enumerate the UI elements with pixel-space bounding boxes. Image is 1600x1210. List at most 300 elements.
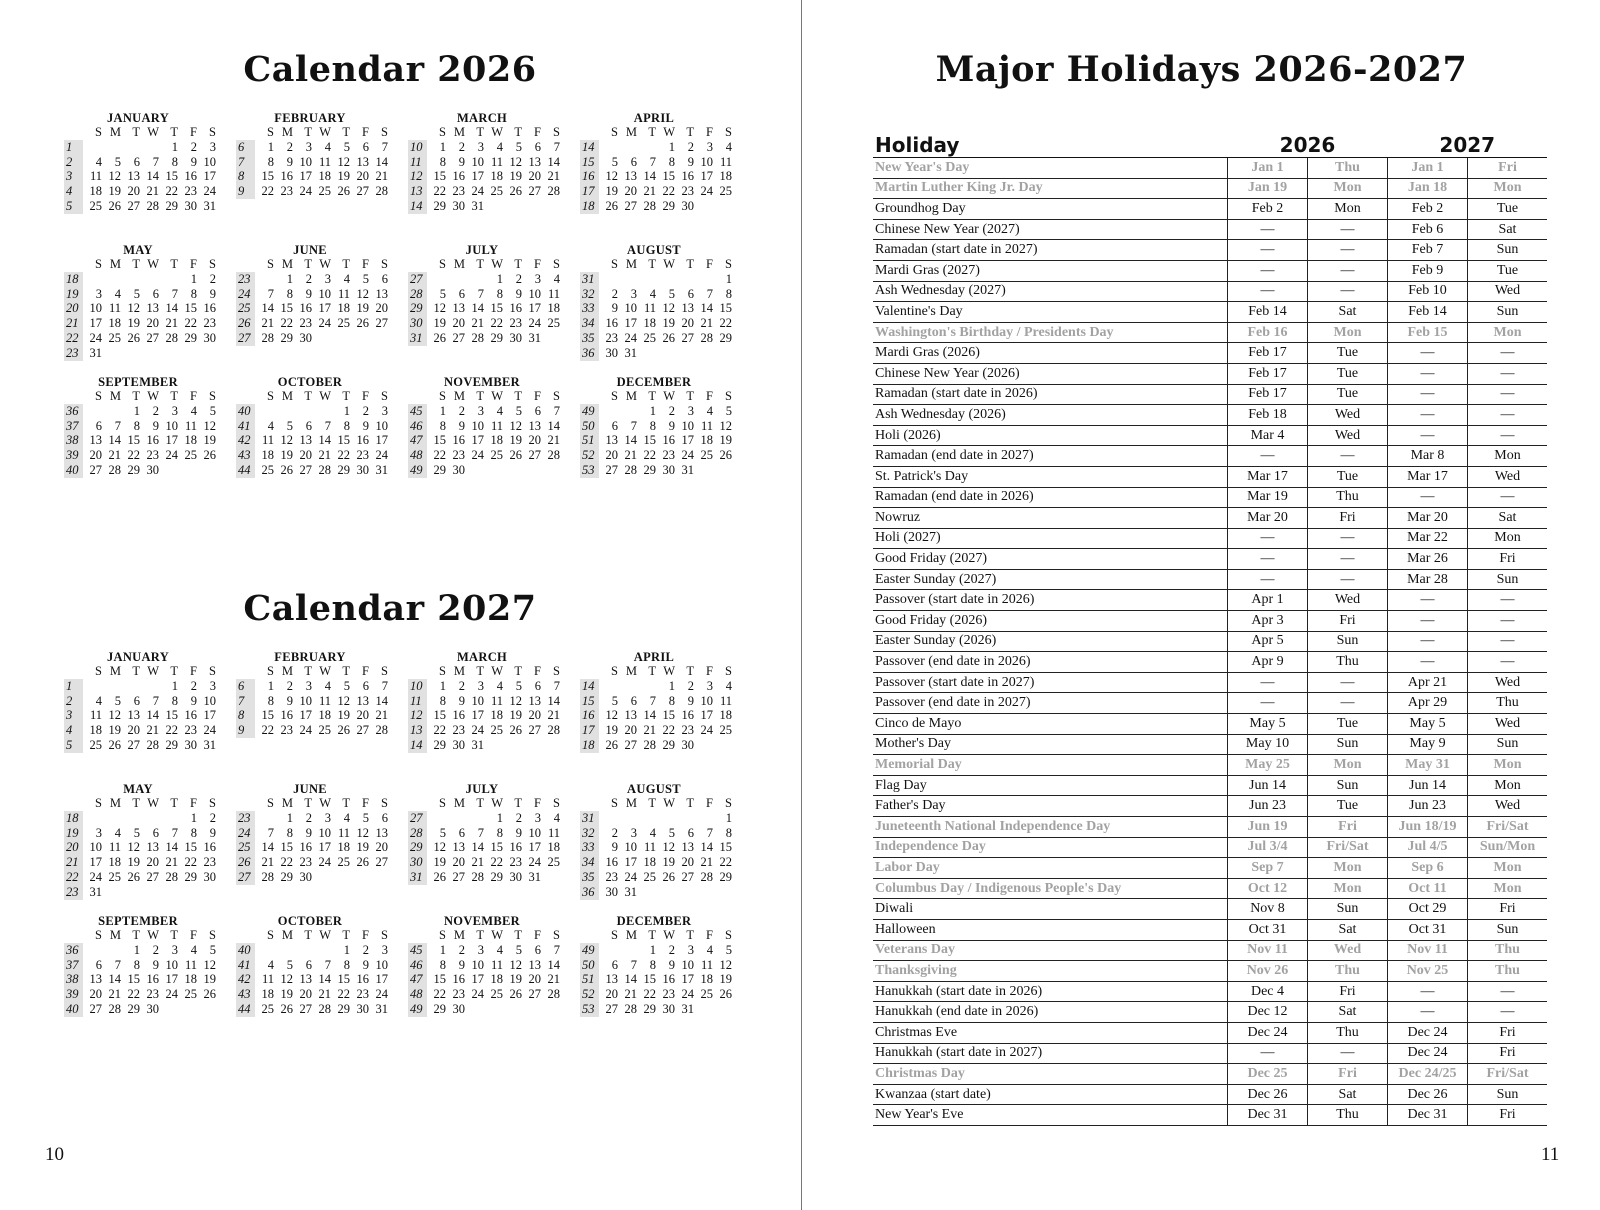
date-2027: Dec 24 [1388, 1022, 1468, 1043]
date-2026: Apr 3 [1228, 611, 1308, 632]
day-cell: 17 [203, 169, 216, 184]
week-row [408, 169, 560, 184]
weekday-2026: — [1308, 281, 1388, 302]
week-row [64, 199, 216, 214]
day-cell [83, 679, 102, 694]
day-cell: 20 [356, 169, 369, 184]
holiday-row [873, 981, 1547, 1002]
week-number-header [580, 257, 599, 272]
day-cell: 15 [490, 840, 503, 855]
day-cell: 2 [362, 942, 369, 957]
day-cell: 12 [280, 972, 293, 987]
day-cell [465, 272, 484, 287]
day-cell [599, 811, 618, 826]
weekday-2027: Mon [1468, 858, 1548, 879]
day-cell: 3 [687, 403, 694, 418]
day-cell: 20 [624, 184, 637, 199]
weekday-header-row [236, 928, 388, 943]
holiday-row [873, 302, 1547, 323]
week-number: 49 [408, 1002, 427, 1017]
week-row [408, 972, 560, 987]
week-number: 17 [580, 723, 599, 738]
day-cell: 5 [343, 139, 350, 154]
day-cell: 25 [108, 330, 121, 345]
holiday-name: Nowruz [873, 508, 1228, 529]
holiday-name: Martin Luther King Jr. Day [873, 178, 1228, 199]
week-number: 37 [64, 419, 83, 434]
day-cell [121, 811, 140, 826]
date-2027: — [1388, 611, 1468, 632]
week-row [64, 419, 216, 434]
day-cell: 3 [95, 825, 102, 840]
week-number: 42 [236, 972, 255, 987]
weekday-letter: M [625, 389, 637, 403]
day-cell: 23 [662, 448, 675, 463]
day-cell: 25 [719, 184, 732, 199]
day-cell [694, 885, 713, 900]
day-cell: 3 [95, 286, 102, 301]
weekday-letter: F [706, 664, 713, 678]
day-cell: 18 [490, 433, 503, 448]
day-cell: 1 [668, 139, 675, 154]
weekday-letter: F [706, 389, 713, 403]
weekday-letter: S [267, 389, 274, 403]
day-cell: 29 [337, 462, 350, 477]
day-cell: 29 [280, 869, 293, 884]
weekday-letter: F [706, 257, 713, 271]
weekday-letter: S [725, 664, 732, 678]
day-cell: 7 [267, 825, 274, 840]
day-cell [350, 331, 369, 346]
holiday-row [873, 1064, 1547, 1085]
week-number: 46 [408, 958, 427, 973]
day-cell [159, 1002, 178, 1017]
day-cell: 7 [553, 403, 560, 418]
day-cell: 17 [700, 708, 713, 723]
weekday-letter: M [453, 664, 465, 678]
header-holiday: Holiday [873, 131, 1228, 158]
weekday-letter: S [267, 664, 274, 678]
day-cell: 20 [528, 972, 541, 987]
day-cell: 14 [624, 433, 637, 448]
day-cell: 4 [725, 678, 732, 693]
day-cell: 14 [471, 301, 484, 316]
date-2027: Sep 6 [1388, 858, 1468, 879]
day-cell: 27 [624, 198, 637, 213]
week-number: 52 [580, 448, 599, 463]
month-name: OCTOBER [277, 375, 343, 389]
weekday-letter: M [453, 796, 465, 810]
day-cell: 23 [452, 448, 465, 463]
day-cell: 10 [165, 418, 178, 433]
day-cell: 13 [605, 433, 618, 448]
month-name: JUNE [293, 243, 327, 257]
day-cell: 6 [362, 139, 369, 154]
week-row [408, 331, 560, 346]
day-cell: 8 [439, 154, 446, 169]
day-cell: 13 [605, 972, 618, 987]
holiday-name: Christmas Eve [873, 1022, 1228, 1043]
day-cell [427, 272, 446, 287]
day-cell: 3 [534, 810, 541, 825]
calendar-grid-2026 [64, 111, 732, 507]
weekday-letter: W [147, 389, 159, 403]
week-number: 11 [408, 694, 427, 709]
weekday-letter: S [209, 389, 216, 403]
holiday-name: Flag Day [873, 775, 1228, 796]
weekday-2027: — [1468, 1002, 1548, 1023]
month-november [408, 914, 580, 1046]
day-cell: 22 [127, 448, 140, 463]
date-2027: Jun 18/19 [1388, 817, 1468, 838]
week-number: 47 [408, 972, 427, 987]
day-cell [618, 811, 637, 826]
date-2026: Nov 8 [1228, 899, 1308, 920]
day-cell: 1 [190, 271, 197, 286]
weekday-letter: T [648, 928, 656, 942]
day-cell: 15 [337, 972, 350, 987]
week-row [64, 140, 216, 155]
holiday-row [873, 919, 1547, 940]
day-cell: 18 [337, 840, 350, 855]
week-row [236, 972, 388, 987]
day-cell: 17 [89, 855, 102, 870]
day-cell [656, 346, 675, 361]
weekday-2026: Sat [1308, 1084, 1388, 1105]
day-cell: 1 [171, 139, 178, 154]
day-cell: 26 [203, 448, 216, 463]
day-cell: 5 [439, 286, 446, 301]
date-2027: Feb 10 [1388, 281, 1468, 302]
holiday-name: Easter Sunday (2027) [873, 569, 1228, 590]
day-cell: 6 [458, 286, 465, 301]
day-cell: 6 [133, 154, 140, 169]
day-cell: 30 [452, 1001, 465, 1016]
month-march [408, 111, 580, 243]
day-cell: 4 [267, 418, 274, 433]
day-cell [178, 885, 197, 900]
month-days-table [408, 664, 560, 753]
week-row [580, 404, 732, 419]
month-name: MARCH [456, 650, 508, 664]
weekday-letter: M [109, 389, 121, 403]
day-cell: 19 [509, 708, 522, 723]
weekday-2027: Wed [1468, 796, 1548, 817]
day-cell: 4 [190, 942, 197, 957]
day-cell: 20 [528, 708, 541, 723]
date-2026: Oct 12 [1228, 878, 1308, 899]
header-year-2026: 2026 [1228, 131, 1388, 158]
date-2027: Feb 15 [1388, 322, 1468, 343]
day-cell: 15 [165, 708, 178, 723]
day-cell: 29 [433, 198, 446, 213]
day-cell: 27 [89, 462, 102, 477]
weekday-2026: Wed [1308, 590, 1388, 611]
day-cell [522, 738, 541, 753]
day-cell: 16 [681, 169, 694, 184]
day-cell: 2 [362, 403, 369, 418]
day-cell: 4 [496, 139, 503, 154]
day-cell: 2 [668, 403, 675, 418]
day-cell: 31 [89, 884, 102, 899]
day-cell: 15 [433, 708, 446, 723]
holiday-name: Passover (end date in 2026) [873, 652, 1228, 673]
day-cell: 9 [515, 825, 522, 840]
day-cell: 23 [203, 316, 216, 331]
holiday-name: St. Patrick's Day [873, 466, 1228, 487]
day-cell: 21 [261, 316, 274, 331]
day-cell: 11 [337, 825, 350, 840]
day-cell: 15 [662, 169, 675, 184]
day-cell: 19 [605, 184, 618, 199]
day-cell: 9 [515, 286, 522, 301]
day-cell: 7 [706, 825, 713, 840]
day-cell: 23 [280, 184, 293, 199]
weekday-2026: Tue [1308, 796, 1388, 817]
week-row [64, 433, 216, 448]
date-2026: Feb 2 [1228, 199, 1308, 220]
day-cell: 23 [681, 723, 694, 738]
weekday-2027: Fri [1468, 1043, 1548, 1064]
week-number: 36 [64, 404, 83, 419]
day-cell: 26 [280, 1001, 293, 1016]
day-cell: 22 [490, 316, 503, 331]
day-cell [522, 463, 541, 478]
day-cell [503, 463, 522, 478]
holiday-name: Cinco de Mayo [873, 714, 1228, 735]
weekday-letter: W [319, 257, 331, 271]
week-number: 49 [580, 943, 599, 958]
weekday-letter: T [648, 664, 656, 678]
weekday-2026: Sun [1308, 899, 1388, 920]
day-cell: 2 [305, 810, 312, 825]
week-number: 14 [408, 199, 427, 214]
holiday-name: Hanukkah (end date in 2026) [873, 1002, 1228, 1023]
week-number: 44 [236, 463, 255, 478]
weekday-2027: Fri/Sat [1468, 1064, 1548, 1085]
weekday-2026: Wed [1308, 405, 1388, 426]
day-cell: 29 [127, 1001, 140, 1016]
day-cell: 4 [324, 139, 331, 154]
day-cell [713, 738, 732, 753]
day-cell: 24 [471, 987, 484, 1002]
week-row [64, 272, 216, 287]
day-cell: 2 [611, 825, 618, 840]
header-year-2027: 2027 [1388, 131, 1548, 158]
weekday-letter: W [147, 125, 159, 139]
day-cell: 29 [662, 198, 675, 213]
weekday-header-row [64, 389, 216, 404]
weekday-2026: Sat [1308, 919, 1388, 940]
weekday-header-row [580, 664, 732, 679]
day-cell: 28 [471, 869, 484, 884]
day-cell: 13 [89, 433, 102, 448]
week-number: 13 [408, 723, 427, 738]
week-row [64, 679, 216, 694]
weekday-2027: — [1468, 425, 1548, 446]
day-cell: 22 [280, 855, 293, 870]
week-row [408, 679, 560, 694]
month-name: NOVEMBER [443, 914, 520, 928]
day-cell: 3 [381, 403, 388, 418]
day-cell: 1 [649, 942, 656, 957]
day-cell: 11 [108, 301, 121, 316]
week-number: 31 [580, 811, 599, 826]
day-cell: 29 [280, 330, 293, 345]
weekday-letter: S [553, 664, 560, 678]
day-cell: 2 [458, 403, 465, 418]
day-cell [541, 738, 560, 753]
day-cell: 19 [337, 708, 350, 723]
week-row [64, 738, 216, 753]
holiday-row [873, 569, 1547, 590]
day-cell: 27 [528, 723, 541, 738]
day-cell: 10 [471, 957, 484, 972]
day-cell [159, 346, 178, 361]
day-cell: 16 [509, 840, 522, 855]
day-cell: 12 [280, 433, 293, 448]
month-days-table [408, 257, 560, 346]
weekday-letter: M [281, 257, 293, 271]
day-cell: 10 [299, 693, 312, 708]
weekday-2026: Mon [1308, 755, 1388, 776]
holiday-name: Ramadan (end date in 2027) [873, 446, 1228, 467]
day-cell [637, 885, 656, 900]
week-row [64, 155, 216, 170]
month-january [64, 650, 236, 782]
weekday-2027: Sun [1468, 240, 1548, 261]
holiday-row [873, 961, 1547, 982]
day-cell: 14 [547, 693, 560, 708]
weekday-letter: T [476, 928, 484, 942]
week-number: 41 [236, 419, 255, 434]
day-cell: 3 [477, 139, 484, 154]
day-cell: 6 [381, 271, 388, 286]
day-cell: 14 [146, 708, 159, 723]
day-cell: 5 [286, 957, 293, 972]
day-cell: 10 [471, 693, 484, 708]
day-cell: 17 [165, 433, 178, 448]
day-cell [694, 1002, 713, 1017]
day-cell: 27 [605, 462, 618, 477]
day-cell: 31 [528, 869, 541, 884]
weekday-2027: — [1468, 981, 1548, 1002]
month-name: AUGUST [627, 243, 681, 257]
weekday-header-row [580, 928, 732, 943]
day-cell: 26 [127, 330, 140, 345]
day-cell: 2 [209, 810, 216, 825]
day-cell: 2 [687, 678, 694, 693]
day-cell: 18 [261, 987, 274, 1002]
week-number: 47 [408, 433, 427, 448]
day-cell [618, 140, 637, 155]
day-cell: 20 [452, 855, 465, 870]
week-row [64, 184, 216, 199]
holiday-name: Thanksgiving [873, 961, 1228, 982]
day-cell: 30 [184, 198, 197, 213]
day-cell: 27 [127, 198, 140, 213]
weekday-letter: M [453, 389, 465, 403]
day-cell: 4 [267, 957, 274, 972]
date-2027: — [1388, 487, 1468, 508]
weekday-letter: F [190, 257, 197, 271]
day-cell: 26 [337, 723, 350, 738]
day-cell: 26 [605, 198, 618, 213]
day-cell: 2 [286, 139, 293, 154]
day-cell: 9 [209, 825, 216, 840]
weekday-letter: T [170, 796, 178, 810]
weekday-header-row [236, 389, 388, 404]
date-2026: Feb 17 [1228, 384, 1308, 405]
weekday-header-row [236, 664, 388, 679]
holiday-row [873, 940, 1547, 961]
day-cell: 3 [706, 678, 713, 693]
day-cell: 24 [471, 448, 484, 463]
day-cell: 2 [209, 271, 216, 286]
week-number-header [236, 928, 255, 943]
weekday-letter: T [686, 389, 694, 403]
week-row [64, 404, 216, 419]
day-cell [350, 870, 369, 885]
day-cell: 15 [719, 840, 732, 855]
week-number: 39 [64, 987, 83, 1002]
day-cell: 21 [547, 972, 560, 987]
calendar-title-2027: Calendar 2027 [243, 588, 537, 629]
date-2027: Apr 21 [1388, 672, 1468, 693]
day-cell: 8 [190, 286, 197, 301]
weekday-letter: S [553, 389, 560, 403]
weekday-letter: S [725, 125, 732, 139]
holiday-name: Labor Day [873, 858, 1228, 879]
day-cell: 16 [452, 708, 465, 723]
day-cell: 28 [547, 987, 560, 1002]
day-cell: 19 [203, 433, 216, 448]
day-cell: 12 [719, 418, 732, 433]
day-cell: 27 [452, 330, 465, 345]
weekday-2026: Tue [1308, 384, 1388, 405]
day-cell: 7 [152, 693, 159, 708]
holiday-name: Christmas Day [873, 1064, 1228, 1085]
holiday-row [873, 405, 1547, 426]
day-cell: 16 [184, 708, 197, 723]
day-cell: 6 [381, 810, 388, 825]
day-cell: 6 [152, 825, 159, 840]
day-cell: 9 [687, 154, 694, 169]
week-number: 26 [236, 316, 255, 331]
day-cell [293, 943, 312, 958]
week-row [64, 855, 216, 870]
holiday-row [873, 817, 1547, 838]
day-cell [675, 811, 694, 826]
day-cell: 18 [261, 448, 274, 463]
month-name: AUGUST [627, 782, 681, 796]
holiday-name: Washington's Birthday / Presidents Day [873, 322, 1228, 343]
week-row [408, 943, 560, 958]
week-number: 2 [64, 694, 83, 709]
day-cell: 23 [452, 987, 465, 1002]
day-cell: 1 [343, 942, 350, 957]
week-row [64, 1002, 216, 1017]
day-cell: 29 [662, 737, 675, 752]
weekday-letter: S [381, 796, 388, 810]
day-cell: 5 [668, 825, 675, 840]
day-cell: 27 [299, 462, 312, 477]
weekday-letter: T [476, 664, 484, 678]
day-cell: 26 [662, 330, 675, 345]
day-cell: 10 [681, 957, 694, 972]
day-cell [656, 885, 675, 900]
day-cell: 9 [305, 825, 312, 840]
